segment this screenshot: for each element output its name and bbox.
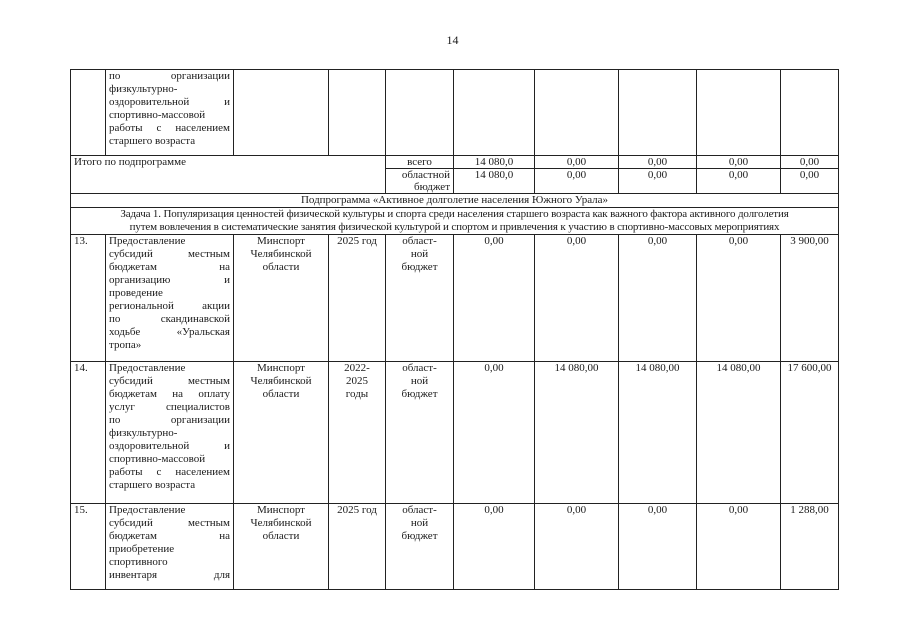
item-number: 13.: [71, 235, 106, 362]
item-desc-line: оздоровительной и: [109, 440, 230, 452]
subprogram-title: Подпрограмма «Активное долголетие населения Южного Урала»: [71, 194, 839, 208]
total-value: 0,00: [697, 169, 781, 194]
period-line: 2025 год: [337, 504, 377, 516]
total-value: 0,00: [535, 169, 619, 194]
item-desc-line: проведение: [109, 287, 163, 299]
total-row: [71, 156, 839, 169]
subprogram-row: [71, 194, 839, 208]
item-desc-line: бюджетам на оплату: [109, 388, 230, 400]
continuation-line: физкультурно-: [109, 83, 178, 95]
item-description: [106, 362, 234, 504]
source-line: ной: [410, 517, 429, 529]
total-source: всего: [386, 156, 454, 169]
item-source: [386, 235, 454, 362]
executor-line: Челябинской: [250, 248, 312, 260]
total-value: 14 080,0: [454, 169, 535, 194]
period-line: 2025 год: [337, 235, 377, 247]
item-value: 0,00: [619, 235, 697, 362]
item-value: 0,00: [454, 362, 535, 504]
table-row: [71, 235, 839, 362]
item-executor: [234, 362, 329, 504]
source-line: ной: [410, 248, 429, 260]
total-value: 0,00: [619, 156, 697, 169]
source-line: област-: [402, 504, 437, 516]
source-line: бюджет: [401, 530, 438, 542]
source-line: област-: [402, 235, 437, 247]
item-desc-line: субсидий местным: [109, 517, 230, 529]
executor-line: Челябинской: [250, 517, 312, 529]
source-line: ной: [410, 375, 429, 387]
item-desc-line: спортивного: [109, 556, 168, 568]
item-desc-line: физкультурно-: [109, 427, 178, 439]
continuation-line: оздоровительной и: [109, 96, 230, 108]
period-line: 2025: [346, 375, 368, 387]
item-value: 0,00: [619, 504, 697, 590]
executor-line: области: [262, 261, 300, 273]
total-value: 0,00: [781, 169, 839, 194]
item-value: 0,00: [535, 235, 619, 362]
item-value: 1 288,00: [781, 504, 839, 590]
table-row: [71, 362, 839, 504]
item-source: [386, 362, 454, 504]
continuation-row: [71, 70, 839, 156]
executor-line: Минспорт: [257, 362, 305, 374]
total-source: областной бюджет: [386, 169, 454, 194]
item-desc-line: субсидий местным: [109, 248, 230, 260]
item-value: 14 080,00: [535, 362, 619, 504]
item-desc-line: приобретение: [109, 543, 175, 555]
continuation-line: по организации: [109, 70, 230, 82]
total-value: 0,00: [535, 156, 619, 169]
item-desc-line: тропа»: [109, 339, 142, 351]
item-desc-line: по скандинавской: [109, 313, 230, 325]
task-text: [71, 208, 839, 235]
item-number: 14.: [71, 362, 106, 504]
item-period: [329, 362, 386, 504]
source-line: област-: [402, 362, 437, 374]
total-value: 0,00: [619, 169, 697, 194]
executor-line: области: [262, 530, 300, 542]
task-line: путем вовлечения в систематические занятия физической культурой и спортом и привлечения к участию в спортивно-массовых мероприятиях: [129, 221, 780, 233]
source-line: бюджет: [401, 388, 438, 400]
item-desc-line: услуг специалистов: [109, 401, 230, 413]
item-value: 0,00: [454, 504, 535, 590]
item-value: 0,00: [697, 504, 781, 590]
program-table: [70, 69, 839, 590]
continuation-line: спортивно-массовой: [109, 109, 206, 121]
item-value: 17 600,00: [781, 362, 839, 504]
item-desc-line: по организации: [109, 414, 230, 426]
period-line: 2022-: [344, 362, 370, 374]
item-desc-line: Предоставление: [109, 504, 186, 516]
item-value: 0,00: [454, 235, 535, 362]
item-value: 14 080,00: [697, 362, 781, 504]
total-value: 0,00: [697, 156, 781, 169]
item-executor: [234, 235, 329, 362]
executor-line: области: [262, 388, 300, 400]
item-desc-line: организацию и: [109, 274, 230, 286]
executor-line: Минспорт: [257, 235, 305, 247]
item-source: [386, 504, 454, 590]
item-description: [106, 235, 234, 362]
total-label: Итого по подпрограмме: [71, 156, 386, 194]
item-desc-line: субсидий местным: [109, 375, 230, 387]
continuation-text: [106, 70, 234, 156]
item-desc-line: старшего возраста: [109, 479, 196, 491]
executor-line: Челябинской: [250, 375, 312, 387]
item-desc-line: бюджетам на: [109, 261, 230, 273]
item-desc-line: ходьбе «Уральская: [109, 326, 230, 338]
item-desc-line: региональной акции: [109, 300, 230, 312]
item-desc-line: Предоставление: [109, 362, 186, 374]
table-row: [71, 504, 839, 590]
continuation-line: старшего возраста: [109, 135, 196, 147]
period-line: годы: [345, 388, 369, 400]
continuation-line: работы с населением: [109, 122, 230, 134]
item-desc-line: Предоставление: [109, 235, 186, 247]
item-number: 15.: [71, 504, 106, 590]
page-number: 14: [446, 33, 459, 47]
item-value: 0,00: [535, 504, 619, 590]
total-value: 14 080,0: [454, 156, 535, 169]
item-executor: [234, 504, 329, 590]
item-desc-line: спортивно-массовой: [109, 453, 206, 465]
executor-line: Минспорт: [257, 504, 305, 516]
item-desc-line: инвентаря для: [109, 569, 230, 581]
item-period: [329, 235, 386, 362]
item-period: [329, 504, 386, 590]
item-value: 3 900,00: [781, 235, 839, 362]
item-desc-line: работы с населением: [109, 466, 230, 478]
source-line: бюджет: [401, 261, 438, 273]
item-value: 14 080,00: [619, 362, 697, 504]
total-value: 0,00: [781, 156, 839, 169]
item-desc-line: бюджетам на: [109, 530, 230, 542]
item-description: [106, 504, 234, 590]
task-line: Задача 1. Популяризация ценностей физической культуры и спорта среди населения старшего возраста как важного фактора активного долголетия: [120, 208, 789, 220]
item-value: 0,00: [697, 235, 781, 362]
task-row: [71, 208, 839, 235]
